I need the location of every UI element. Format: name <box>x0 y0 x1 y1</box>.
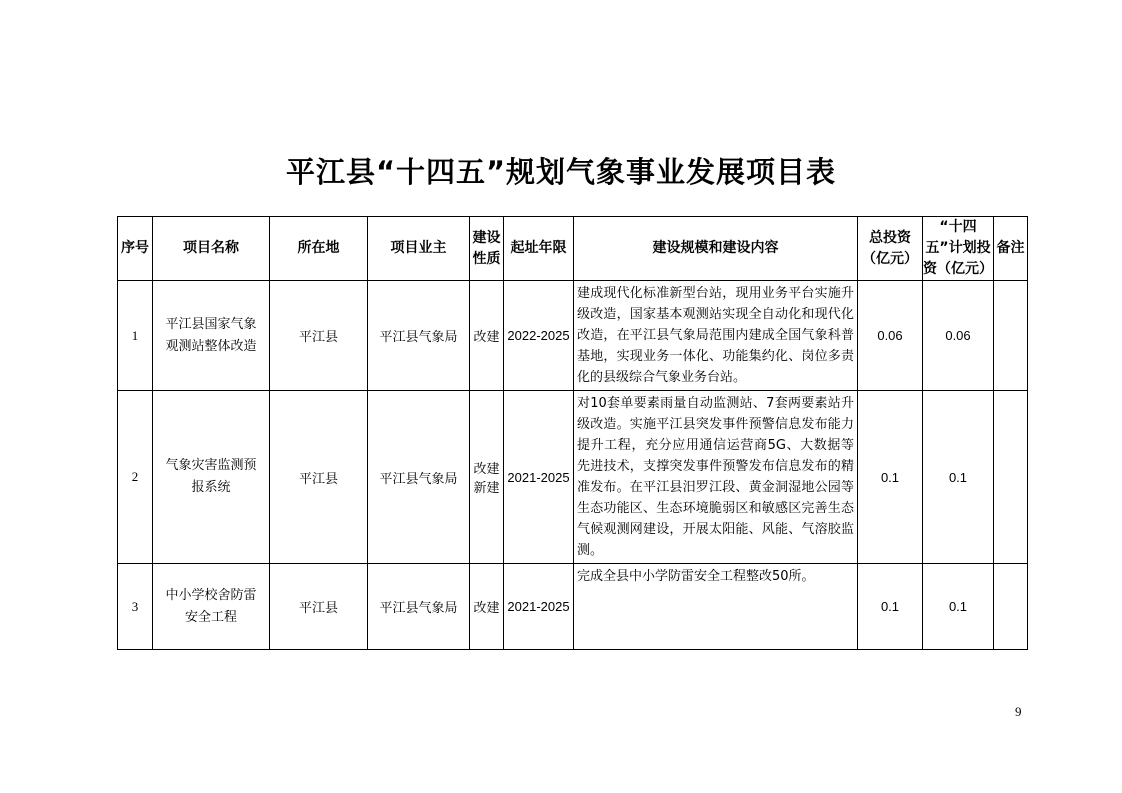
header-nature: 建设性质 <box>470 217 504 281</box>
row-owner: 平江县气象局 <box>368 564 470 650</box>
row-total: 0.1 <box>858 564 923 650</box>
header-seq: 序号 <box>118 217 153 281</box>
row-location: 平江县 <box>270 391 368 564</box>
row-location: 平江县 <box>270 564 368 650</box>
row-owner: 平江县气象局 <box>368 391 470 564</box>
row-period: 2021-2025 <box>504 564 574 650</box>
project-table <box>117 216 1028 650</box>
header-name: 项目名称 <box>153 217 270 281</box>
row-period: 2022-2025 <box>504 281 574 391</box>
header-period: 起址年限 <box>504 217 574 281</box>
table-header-row <box>118 217 1028 281</box>
header-location: 所在地 <box>270 217 368 281</box>
table-row <box>118 281 1028 391</box>
row-content: 完成全县中小学防雷安全工程整改50所。 <box>574 564 858 650</box>
row-owner: 平江县气象局 <box>368 281 470 391</box>
header-remark: 备注 <box>994 217 1028 281</box>
row-period: 2021-2025 <box>504 391 574 564</box>
row-remark <box>994 281 1028 391</box>
row-nature: 改建新建 <box>470 391 504 564</box>
page-number: 9 <box>1015 704 1022 719</box>
header-owner: 项目业主 <box>368 217 470 281</box>
row-remark <box>994 391 1028 564</box>
row-seq: 1 <box>118 281 153 391</box>
row-total: 0.1 <box>858 391 923 564</box>
row-content: 对10套单要素雨量自动监测站、7套两要素站升级改造。实施平江县突发事件预警信息发布能力提升工程，充分应用通信运营商5G、大数据等先进技术，支撑突发事件预警发布信息发布的精准发布。在平江县汨罗江段、黄金洞湿地公园等生态功能区、生态环境脆弱区和敏感区完善生态气候观测网建设，开展太阳能、风能、气溶胶监测。 <box>574 391 858 564</box>
row-seq: 3 <box>118 564 153 650</box>
header-total: 总投资（亿元） <box>858 217 923 281</box>
row-plan: 0.1 <box>923 391 994 564</box>
table-row <box>118 564 1028 650</box>
row-plan: 0.06 <box>923 281 994 391</box>
table-row <box>118 391 1028 564</box>
header-plan: “十四五”计划投资（亿元） <box>923 217 994 281</box>
row-nature: 改建 <box>470 564 504 650</box>
row-name: 中小学校舍防雷安全工程 <box>153 564 270 650</box>
row-plan: 0.1 <box>923 564 994 650</box>
row-total: 0.06 <box>858 281 923 391</box>
header-content: 建设规模和建设内容 <box>574 217 858 281</box>
row-name: 气象灾害监测预报系统 <box>153 391 270 564</box>
row-remark <box>994 564 1028 650</box>
row-nature: 改建 <box>470 281 504 391</box>
row-location: 平江县 <box>270 281 368 391</box>
row-content: 建成现代化标准新型台站，现用业务平台实施升级改造，国家基本观测站实现全自动化和现代化改造，在平江县气象局范围内建成全国气象科普基地，实现业务一体化、功能集约化、岗位多责化的县级综合气象业务台站。 <box>574 281 858 391</box>
row-seq: 2 <box>118 391 153 564</box>
row-name: 平江县国家气象观测站整体改造 <box>153 281 270 391</box>
page-title: 平江县“十四五”规划气象事业发展项目表 <box>285 155 837 189</box>
